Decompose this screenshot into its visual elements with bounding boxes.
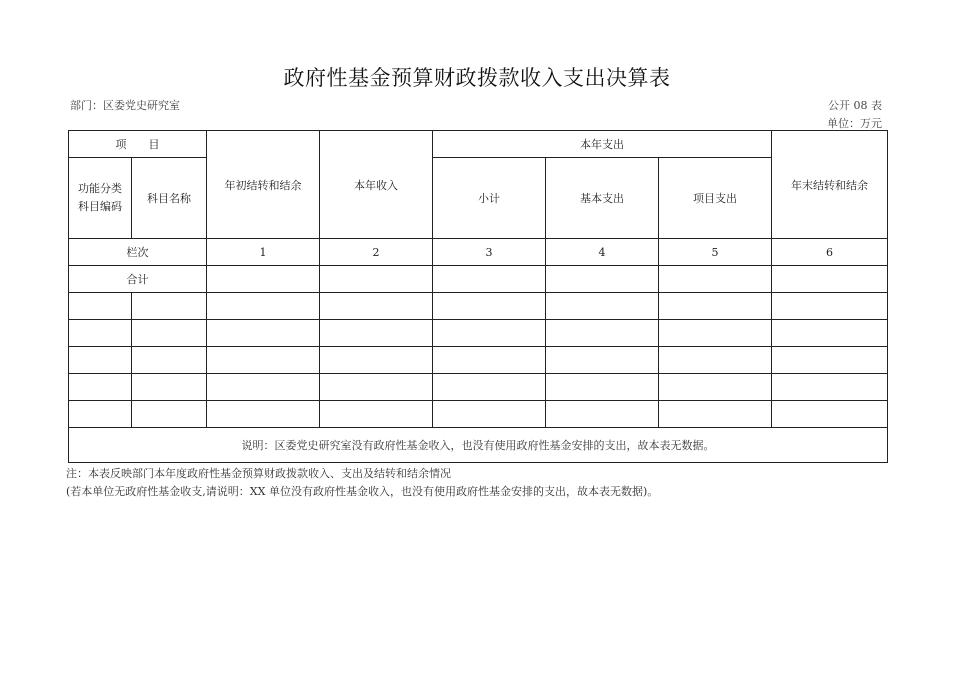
table-cell: [772, 266, 888, 293]
table-cell: [207, 347, 320, 374]
table-cell: [69, 293, 132, 320]
table-cell: [546, 374, 659, 401]
department-label: 部门：区委党史研究室: [70, 99, 180, 112]
table-cell: [320, 293, 433, 320]
total-label: 合计: [69, 266, 207, 293]
footer-note-1: 注：本表反映部门本年度政府性基金预算财政拨款收入、支出及结转和结余情况: [66, 467, 451, 480]
table-cell: [433, 347, 546, 374]
table-cell: [433, 401, 546, 428]
table-cell: [659, 401, 772, 428]
table-cell: [546, 293, 659, 320]
table-cell: [320, 266, 433, 293]
table-cell: [433, 320, 546, 347]
header-current-expense: 本年支出: [433, 131, 772, 158]
table-cell: [69, 374, 132, 401]
table-cell: [320, 401, 433, 428]
table-row: [69, 320, 888, 347]
table-cell: [207, 401, 320, 428]
table-cell: [207, 320, 320, 347]
header-subtotal: 小计: [433, 158, 546, 239]
table-cell: [69, 347, 132, 374]
column-index-label: 栏次: [69, 239, 207, 266]
table-cell: [659, 293, 772, 320]
page-title: 政府性基金预算财政拨款收入支出决算表: [283, 66, 671, 90]
table-cell: [772, 401, 888, 428]
table-cell: [433, 374, 546, 401]
total-row: [69, 266, 888, 293]
column-number: 3: [433, 239, 546, 266]
table-cell: [659, 320, 772, 347]
note-row: [69, 428, 888, 463]
header-opening-balance: 年初结转和结余: [207, 131, 320, 239]
header-func-code: 功能分类 科目编码: [69, 158, 132, 239]
table-cell: [132, 374, 207, 401]
column-number: 1: [207, 239, 320, 266]
header-subject-name: 科目名称: [132, 158, 207, 239]
table-cell: [132, 347, 207, 374]
table-cell: [772, 320, 888, 347]
table-row: [69, 374, 888, 401]
table-cell: [772, 374, 888, 401]
table-cell: [659, 347, 772, 374]
table-row: [69, 401, 888, 428]
header-closing-balance: 年末结转和结余: [772, 131, 888, 239]
table-cell: [132, 320, 207, 347]
footer-note-2: (若本单位无政府性基金收支,请说明：XX 单位没有政府性基金收入，也没有使用政府性基金安排的支出，故本表无数据)。: [66, 485, 659, 498]
column-number: 5: [659, 239, 772, 266]
table-cell: [546, 401, 659, 428]
table-cell: [659, 266, 772, 293]
table-cell: [546, 347, 659, 374]
table-cell: [320, 320, 433, 347]
table-cell: [207, 266, 320, 293]
table-cell: [69, 320, 132, 347]
header-current-income: 本年收入: [320, 131, 433, 239]
unit-label: 单位：万元: [827, 117, 882, 130]
table-row: [69, 293, 888, 320]
table-cell: [772, 293, 888, 320]
table-cell: [69, 401, 132, 428]
table-cell: [207, 374, 320, 401]
header-basic-expense: 基本支出: [546, 158, 659, 239]
form-number: 公开 08 表: [828, 99, 882, 112]
table-cell: [546, 320, 659, 347]
column-index-row: [69, 239, 888, 266]
table-cell: [207, 293, 320, 320]
table-note: 说明：区委党史研究室没有政府性基金收入，也没有使用政府性基金安排的支出，故本表无数据。: [69, 428, 888, 463]
table-cell: [772, 347, 888, 374]
header-item: 项 目: [69, 131, 207, 158]
column-number: 6: [772, 239, 888, 266]
table-cell: [320, 347, 433, 374]
table-cell: [320, 374, 433, 401]
column-number: 4: [546, 239, 659, 266]
budget-table: [68, 130, 888, 463]
header-project-expense: 项目支出: [659, 158, 772, 239]
table-cell: [546, 266, 659, 293]
table-cell: [132, 401, 207, 428]
table-row: [69, 347, 888, 374]
table-cell: [132, 293, 207, 320]
table-cell: [433, 266, 546, 293]
table-cell: [659, 374, 772, 401]
table-cell: [433, 293, 546, 320]
column-number: 2: [320, 239, 433, 266]
